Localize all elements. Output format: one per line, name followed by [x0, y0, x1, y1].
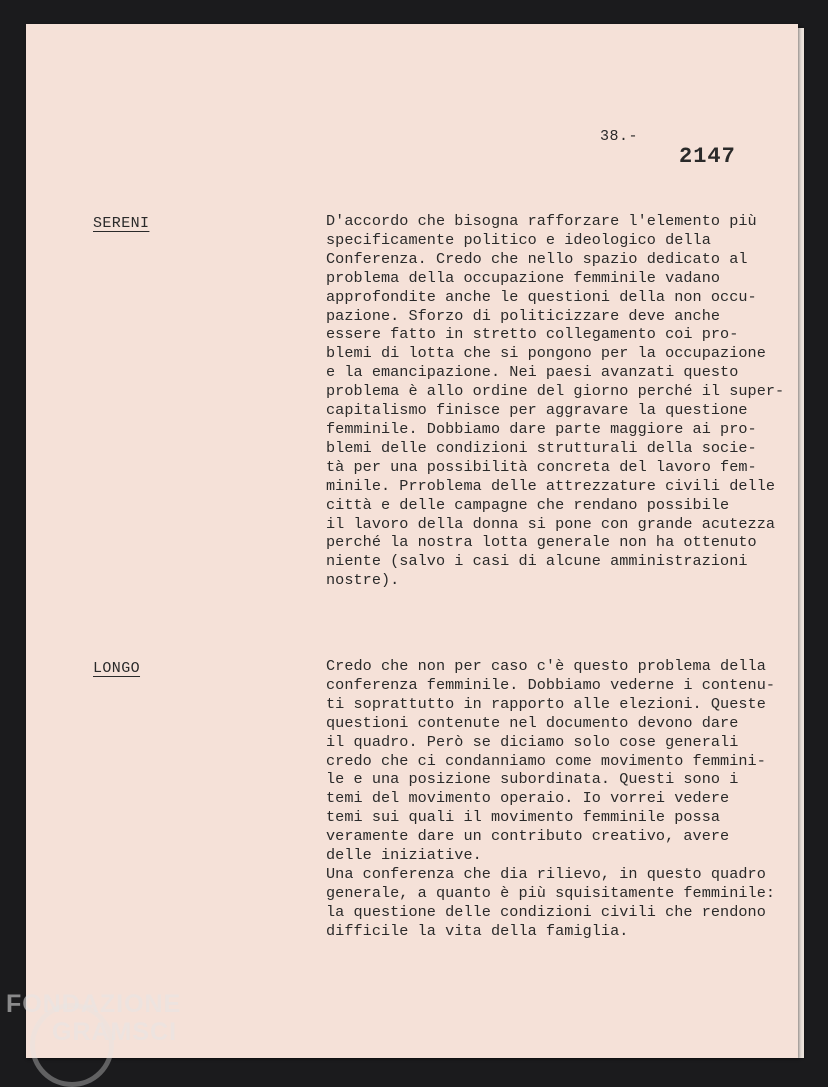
text-line: problema è allo ordine del giorno perché il super-: [326, 382, 785, 401]
text-line: questioni contenute nel documento devono dare: [326, 713, 739, 732]
text-line: temi sui quali il movimento femminile possa: [326, 808, 721, 827]
text-line: Conferenza. Credo che nello spazio dedicato al: [326, 249, 748, 268]
watermark: [6, 990, 181, 1046]
speech-sereni: [326, 212, 796, 590]
text-line: credo che ci condanniamo come movimento femmini-: [326, 751, 766, 770]
text-line: blemi delle condizioni strutturali della socie-: [326, 438, 757, 457]
text-line: specificamente politico e ideologico della: [326, 230, 711, 249]
text-line: difficile la vita della famiglia.: [326, 921, 629, 940]
watermark-line-1: FONDAZIONE: [6, 990, 182, 1018]
text-line: minile. Prroblema delle attrezzature civili delle: [326, 476, 776, 495]
text-line: Credo che non per caso c'è questo problema della: [326, 657, 766, 675]
text-line: blemi di lotta che si pongono per la occupazione: [326, 344, 766, 363]
watermark-line-2: GRAMSCI: [52, 1018, 178, 1046]
text-line: tà per una possibilità concreta del lavoro fem-: [326, 457, 757, 476]
text-line: conferenza femminile. Dobbiamo vederne i contenu-: [326, 675, 776, 694]
text-line: problema della occupazione femminile vadano: [326, 268, 721, 287]
document-page: [26, 24, 798, 1058]
speaker-sereni: SERENI: [93, 215, 150, 232]
text-line: ti soprattutto in rapporto alle elezioni. Queste: [326, 694, 766, 713]
text-line: temi del movimento operaio. Io vorrei vedere: [326, 789, 730, 808]
speech-longo: [326, 657, 796, 941]
text-line: le e una posizione subordinata. Questi sono i: [326, 770, 739, 789]
text-line: D'accordo che bisogna rafforzare l'elemento più: [326, 212, 757, 230]
text-line: nostre).: [326, 571, 400, 590]
text-line: generale, a quanto è più squisitamente femminile:: [326, 883, 776, 902]
text-line: e la emancipazione. Nei paesi avanzati questo: [326, 363, 739, 382]
text-line: pazione. Sforzo di politicizzare deve anche: [326, 306, 721, 325]
text-line: città e delle campagne che rendano possibile: [326, 495, 730, 514]
text-line: il quadro. Però se diciamo solo cose generali: [326, 732, 739, 751]
text-line: delle iniziative.: [326, 846, 482, 865]
page-number: 38.-: [600, 128, 639, 145]
speaker-longo: LONGO: [93, 660, 141, 677]
text-line: Una conferenza che dia rilievo, in questo quadro: [326, 864, 766, 883]
archive-number: 2147: [679, 144, 736, 169]
text-line: il lavoro della donna si pone con grande acutezza: [326, 514, 776, 533]
text-line: perché la nostra lotta generale non ha ottenuto: [326, 533, 757, 552]
text-line: veramente dare un contributo creativo, avere: [326, 827, 730, 846]
text-line: essere fatto in stretto collegamento coi pro-: [326, 325, 739, 344]
text-line: capitalismo finisce per aggravare la questione: [326, 401, 748, 420]
text-line: niente (salvo i casi di alcune amministrazioni: [326, 552, 748, 571]
text-line: la questione delle condizioni civili che rendono: [326, 902, 766, 921]
text-line: femminile. Dobbiamo dare parte maggiore ai pro-: [326, 419, 757, 438]
text-line: approfondite anche le questioni della non occu-: [326, 287, 757, 306]
